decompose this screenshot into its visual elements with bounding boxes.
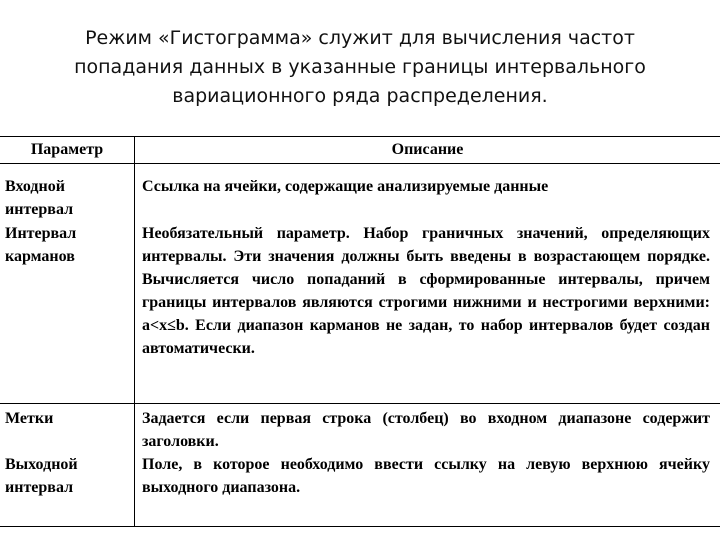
- parameters-table: [0, 136, 720, 527]
- row-description: Необязательный параметр. Набор граничных значений, определяющих интервалы. Эти значения должны быть введены в возрастающем порядке. Вычисляется число попаданий в сформированные интервалы, причем границы интервалов являются строгими нижними и нестрогими верхними: a<x≤b. Если диапазон карманов не задан, то набор интервалов будет создан автоматически.: [142, 225, 710, 357]
- row-divider: [0, 403, 720, 404]
- row-param: Метки: [5, 410, 54, 427]
- title-line-3: вариационного ряда распределения.: [172, 85, 548, 107]
- column-divider: [134, 137, 135, 526]
- row-description: Поле, в которое необходимо ввести ссылку на левую верхнюю ячейку выходного диапазона.: [142, 456, 710, 496]
- row-description: Ссылка на ячейки, содержащие анализируемые данные: [142, 178, 549, 195]
- title-line-1: Режим «Гистограмма» служит для вычисления частот: [85, 27, 635, 49]
- slide-title: [40, 24, 680, 111]
- row-description: Задается если первая строка (столбец) во входном диапазоне содержит заголовки.: [142, 410, 710, 450]
- row-param: Интервал карманов: [5, 225, 77, 265]
- header-divider: [0, 163, 720, 164]
- row-param: Входной интервал: [5, 178, 74, 218]
- header-param: Параметр: [30, 141, 104, 158]
- row-param: Выходной интервал: [5, 456, 78, 496]
- header-description: Описание: [391, 141, 464, 158]
- title-line-2: попадания данных в указанные границы интервального: [74, 56, 646, 78]
